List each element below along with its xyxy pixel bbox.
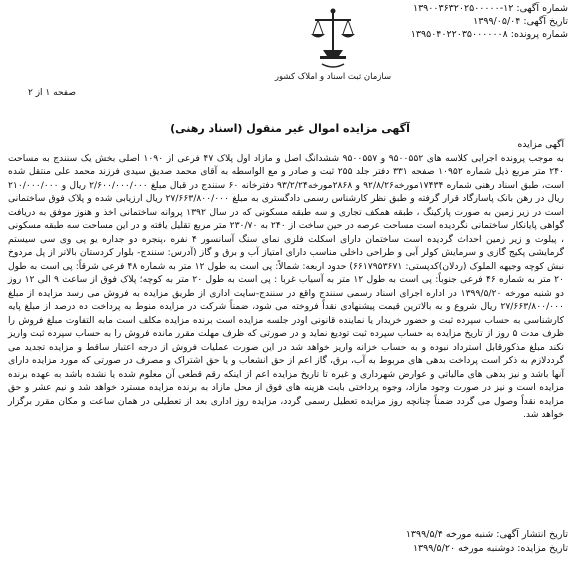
publish-date-label: تاریخ انتشار آگهی: — [496, 529, 568, 540]
organization-name: سازمان ثبت اسناد و املاک کشور — [274, 72, 392, 82]
judiciary-scales-emblem — [308, 6, 358, 74]
auction-date-row — [406, 542, 568, 556]
ad-number-row — [338, 2, 568, 15]
body-paragraph: به موجب پرونده اجرایی کلاسه های ۹۵۰۰۵۵۲ و ۹۵۰۰۵۵۷ ششدانگ اصل و مازاد اول پلاک ۴۷ فرعی از ۱۰۹۰ اصلی بخش یک سنندج به مساحت ۲۴۰ متر مربع ذیل شماره ۱۰۹۵۲ صفحه ۳۳۱ دفتر جلد ۲۵۵ ثبت و صادر و مع الواسطه به آقای محمد صدیق سیدی فرزند محمد علی منتقل شده است، طبق اسناد رهنی شماره ۱۷۴۳۴مورخه۹۲/۸/۲۶ و ۲۸۶۸مورخه۹۳/۲/۲۴ دفترخانه ۶۰ سنندج در قبال مبلغ ۲/۶۰۰/۰۰۰/۰۰۰ ریال و ۲۱۰/۰۰۰/۰۰۰ ریال در رهن بانک پاسارگاد قرار گرفته و طبق نظر کارشناس رسمی دادگستری به مبلغ ۲۷/۶۶۳/۸۰۰/۰۰۰ ریال ارزیابی شده و پلاک فوق ساختمانی است در زیر زمین به صورت پارکینگ ، طبقه همکف تجاری و سه طبقه مسکونی که در سال ۱۳۹۲ پروانه ساختمانی اخذ و هنوز موفق به دریافت گواهی پایانکار ساختمانی نگردیده است مساحت عرصه در حین ساخت از ۲۴۰ به ۲۳۰/۷۰ متر مربع تقلیل یافته و در این مساحت سه طبقه مسکونی ، پیلوت و زیر زمین احداث گردیده است ساختمان دارای اسکلت فلزی نمای سنگ آسانسور ۴ نفره ،پنجره دو جداره یو پی وی سی سیستم گرمایشی پکیج گازی و سرمایش کولر آبی و طراحی داخلی مناسب دارای امتیاز آب و برق و گاز (آدرس: سنندج- بلوار کردستان بالاتر از پل مردوخ نبش کوچه وجیهه الملوک (ردلان)کدپستی: ۶۶۱۷۹۵۳۶۷۱) حدود اربعه: شمالاً: پی است به طول ۱۲ متر به شماره ۴۸ فرعی شرقاً: پی است به طول ۲۰ متر به شماره ۴۶ فرعی جنوباً: پی است به طول ۱۲ متر به آسیاب غربا : پی است به طول ۲۰ متر به کوچه؛ پلاک فوق از ساعت ۹ الی ۱۲ روز دو شنبه مورخه ۱۳۹۹/۵/۲۰ در اداره اجرای اسناد رسمی سنندج واقع در سنندج-سایت اداری از طریق مزایده به فروش می رسد مزایده از مبلغ ۲۷/۶۶۳/۸۰۰/۰۰۰ ریال شروع و به بالاترین قیمت پیشنهادی نقداً فروخته می شود، ضمناً شرکت در مزایده منوط به پرداخت ده درصد از مبلغ پایه کارشناسی به حساب سپرده ثبت و حضور خریدار یا نماینده قانونی اودر جلسه مزایده است برنده مزایده مکلف است مابه التفاوت مبلغ فروش را ظرف مدت ۵ روز از تاریخ مزایده به حساب سپرده ثبت تودیع نماید و در صورتی که ظرف مهلت مقرر مانده فروش را به حساب سپرده ثبت واریز نکند مبلغ مذکورقابل استرداد نبوده و به حساب خزانه واریز خواهد شد در این صورت عملیات فروش از درجه اعتبار ساقط و مزایده تجدید می گرددلازم به ذکر است پرداخت بدهی های مربوط به آب، برق، گاز اعم از حق انشعاب و یا حق اشتراک و مصرف در صورتی که مورد مزایده دارای آنها باشد و نیز بدهی های مالیاتی و عوارض شهرداری و غیره تا تاریخ مزایده اعم از اینکه رقم قطعی آن معلوم شده یا نشده باشد به عهده برنده مزایده است و نیز در صورت وجود مازاد، وجوه پرداختی بابت هزینه های فوق از محل مازاد به برنده مزایده مسترد خواهد شد و نیم عشر و حق مزایده نقداً وصول می گردد ضمناً چنانچه روز مزایده تعطیل رسمی گردد، مزایده روز اداری بعد از تعطیلی در همان ساعت و مکان مقرر برگزار خواهد شد. — [8, 152, 565, 420]
ad-number-label: شماره آگهی: — [516, 3, 568, 14]
publish-date-row — [406, 528, 568, 542]
case-number-label: شماره پرونده: — [510, 29, 568, 40]
body-heading: آگهی مزایده — [517, 139, 564, 150]
ad-number: ۱۲-۱۳۹۰۰۳۶۳۲۰۲۵۰۰۰۰۰ — [412, 3, 514, 14]
case-number: ۱۳۹۵۰۴۰۲۲۰۳۵۰۰۰۰۰۰۸ — [410, 29, 508, 40]
auction-date: دوشنبه مورخه ۱۳۹۹/۵/۲۰ — [412, 543, 515, 554]
notice-title: آگهی مزایده اموال غیر منقول (اسناد رهنی) — [170, 122, 410, 135]
notice-footer — [406, 528, 568, 556]
ad-date-label: تاریخ آگهی: — [523, 16, 568, 27]
notice-body — [8, 138, 564, 422]
case-number-row — [338, 28, 568, 41]
ad-date: ۱۳۹۹/۰۵/۰۴ — [473, 16, 521, 27]
ad-date-row — [338, 15, 568, 28]
page-number: صفحه ۱ از ۲ — [28, 88, 76, 98]
publish-date: شنبه مورخه ۱۳۹۹/۵/۴ — [405, 529, 494, 540]
auction-date-label: تاریخ مزایده: — [517, 543, 568, 554]
notice-meta — [338, 2, 568, 41]
